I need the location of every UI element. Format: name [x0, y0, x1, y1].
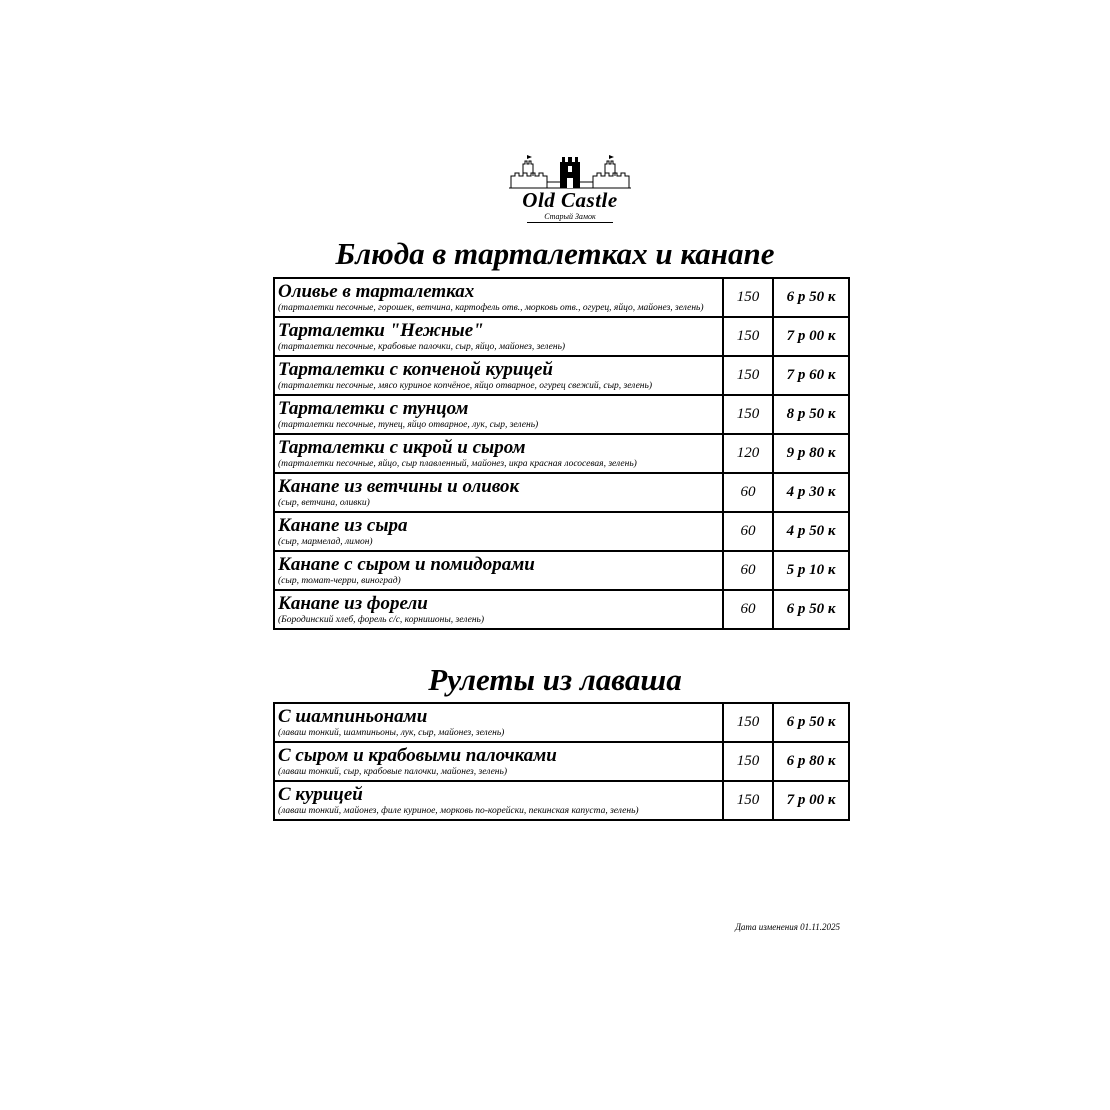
- dish-price: 6 р 80 к: [773, 742, 849, 781]
- dish-weight: 150: [723, 356, 773, 395]
- dish-ingredients: (лаваш тонкий, майонез, филе куриное, морковь по-корейски, пекинская капуста, зелень): [278, 805, 639, 816]
- dish-weight: 150: [723, 703, 773, 742]
- dish-name: Канапе из форели: [278, 593, 428, 614]
- dish-ingredients: (тарталетки песочные, горошек, ветчина, картофель отв., морковь отв., огурец, яйцо, майонез, зелень): [278, 302, 704, 313]
- dish-weight: 60: [723, 512, 773, 551]
- dish-cell: [274, 434, 723, 473]
- menu-row: [274, 395, 849, 434]
- dish-cell: [274, 551, 723, 590]
- logo-title: Old Castle: [522, 188, 618, 212]
- dish-weight: 150: [723, 278, 773, 317]
- castle-icon: [505, 152, 635, 192]
- dish-cell: [274, 742, 723, 781]
- dish-weight: 150: [723, 395, 773, 434]
- menu-row: [274, 434, 849, 473]
- dish-price: 4 р 30 к: [773, 473, 849, 512]
- dish-cell: [274, 395, 723, 434]
- dish-cell: [274, 512, 723, 551]
- dish-cell: [274, 278, 723, 317]
- menu-row: [274, 278, 849, 317]
- logo: [505, 152, 635, 226]
- dish-cell: [274, 317, 723, 356]
- dish-ingredients: (Бородинский хлеб, форель с/с, корнишоны, зелень): [278, 614, 485, 625]
- dish-name: Тарталетки с копченой курицей: [278, 359, 553, 380]
- dish-price: 6 р 50 к: [773, 278, 849, 317]
- dish-weight: 60: [723, 590, 773, 629]
- dish-cell: [274, 473, 723, 512]
- dish-ingredients: (лаваш тонкий, шампиньоны, лук, сыр, майонез, зелень): [278, 727, 505, 738]
- dish-price: 8 р 50 к: [773, 395, 849, 434]
- menu-row: [274, 317, 849, 356]
- dish-weight: 150: [723, 317, 773, 356]
- dish-name: Тарталетки "Нежные": [278, 320, 484, 341]
- dish-name: Канапе из сыра: [278, 515, 408, 536]
- menu-row: [274, 781, 849, 820]
- dish-name: С сыром и крабовыми палочками: [278, 745, 557, 766]
- dish-price: 7 р 00 к: [773, 781, 849, 820]
- section-title-canapes: Блюда в тарталетках и канапе: [335, 236, 775, 271]
- dish-weight: 150: [723, 742, 773, 781]
- modified-date: Дата изменения 01.11.2025: [735, 922, 840, 932]
- dish-price: 6 р 50 к: [773, 703, 849, 742]
- menu-row: [274, 473, 849, 512]
- dish-cell: [274, 590, 723, 629]
- section-title-rolls: Рулеты из лаваша: [428, 662, 682, 697]
- dish-cell: [274, 356, 723, 395]
- dish-ingredients: (тарталетки песочные, крабовые палочки, сыр, яйцо, майонез, зелень): [278, 341, 566, 352]
- dish-cell: [274, 703, 723, 742]
- dish-price: 5 р 10 к: [773, 551, 849, 590]
- dish-ingredients: (сыр, мармелад, лимон): [278, 536, 373, 547]
- logo-underline: [527, 222, 613, 223]
- dish-ingredients: (тарталетки песочные, мясо куриное копчёное, яйцо отварное, огурец свежий, сыр, зелень): [278, 380, 652, 391]
- dish-name: Оливье в тарталетках: [278, 281, 475, 302]
- menu-row: [274, 356, 849, 395]
- dish-ingredients: (лаваш тонкий, сыр, крабовые палочки, майонез, зелень): [278, 766, 507, 777]
- logo-subtitle: Старый Замок: [544, 212, 596, 221]
- dish-cell: [274, 781, 723, 820]
- dish-ingredients: (сыр, томат-черри, виноград): [278, 575, 401, 586]
- menu-row: [274, 590, 849, 629]
- dish-name: С курицей: [278, 784, 363, 805]
- dish-weight: 60: [723, 473, 773, 512]
- dish-price: 7 р 00 к: [773, 317, 849, 356]
- menu-row: [274, 551, 849, 590]
- menu-row: [274, 512, 849, 551]
- dish-price: 6 р 50 к: [773, 590, 849, 629]
- dish-weight: 60: [723, 551, 773, 590]
- dish-price: 9 р 80 к: [773, 434, 849, 473]
- dish-name: С шампиньонами: [278, 706, 428, 727]
- dish-name: Тарталетки с тунцом: [278, 398, 469, 419]
- dish-ingredients: (тарталетки песочные, яйцо, сыр плавленный, майонез, икра красная лососевая, зелень): [278, 458, 637, 469]
- dish-price: 7 р 60 к: [773, 356, 849, 395]
- dish-name: Канапе из ветчины и оливок: [278, 476, 520, 497]
- menu-row: [274, 742, 849, 781]
- menu-row: [274, 703, 849, 742]
- dish-weight: 150: [723, 781, 773, 820]
- dish-name: Тарталетки с икрой и сыром: [278, 437, 526, 458]
- menu-table-canapes: [273, 277, 850, 630]
- dish-ingredients: (тарталетки песочные, тунец, яйцо отварное, лук, сыр, зелень): [278, 419, 539, 430]
- dish-price: 4 р 50 к: [773, 512, 849, 551]
- dish-ingredients: (сыр, ветчина, оливки): [278, 497, 370, 508]
- dish-name: Канапе с сыром и помидорами: [278, 554, 535, 575]
- menu-table-rolls: [273, 702, 850, 821]
- dish-weight: 120: [723, 434, 773, 473]
